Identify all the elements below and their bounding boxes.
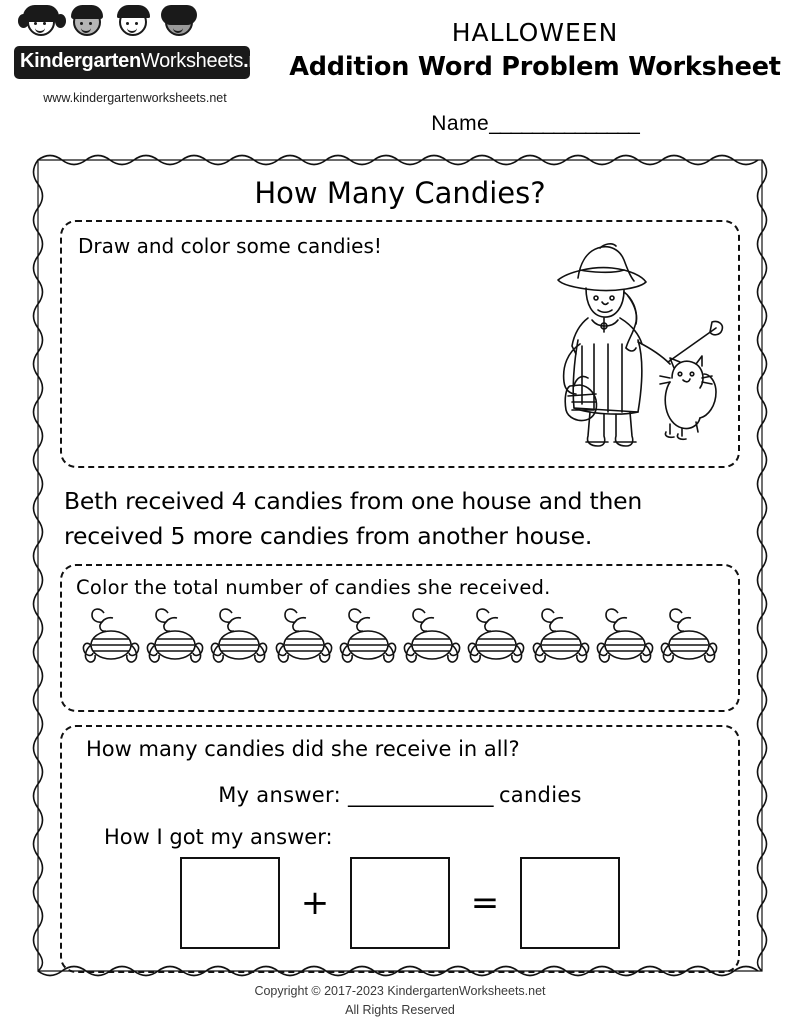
- candy-icon[interactable]: [401, 605, 463, 677]
- answer-area[interactable]: [60, 725, 740, 973]
- witch-with-cat-icon: [520, 236, 730, 456]
- kid-icon-3: [112, 6, 156, 46]
- my-answer-label: My answer:: [218, 782, 341, 807]
- candy-icon[interactable]: [208, 605, 270, 677]
- candy-row: [76, 605, 724, 677]
- question-text: How many candies did she receive in all?: [86, 736, 520, 761]
- worksheet-title: How Many Candies?: [254, 176, 546, 210]
- candy-icon[interactable]: [144, 605, 206, 677]
- logo-text-dotnet: .net: [243, 50, 278, 72]
- candy-icon[interactable]: [80, 605, 142, 677]
- page-header: [0, 0, 800, 150]
- logo-wordmark: [14, 46, 278, 79]
- addend-box-2[interactable]: [350, 857, 450, 949]
- worksheet-content: [52, 170, 748, 961]
- worksheet-frame: [30, 152, 770, 979]
- copyright-text: Copyright © 2017-2023 KindergartenWorksheets.net: [254, 984, 546, 998]
- word-problem-text: Beth received 4 candies from one house and then received 5 more candies from another house.: [64, 487, 643, 550]
- rights-text: All Rights Reserved: [345, 1002, 455, 1017]
- candy-icon[interactable]: [530, 605, 592, 677]
- kid-icon-1: [20, 6, 64, 46]
- equation-row: [80, 857, 720, 949]
- draw-instruction: Draw and color some candies!: [78, 234, 382, 258]
- name-input-blank[interactable]: ______________: [489, 112, 639, 135]
- sum-box[interactable]: [520, 857, 620, 949]
- logo-url: www.kindergartenworksheets.net: [43, 91, 227, 105]
- kid-icon-4: [158, 6, 202, 46]
- candy-icon[interactable]: [337, 605, 399, 677]
- my-answer-input-blank[interactable]: ________________: [347, 782, 492, 807]
- coloring-area[interactable]: [60, 564, 740, 712]
- kid-icon-2: [66, 6, 110, 46]
- name-field-row: [280, 112, 790, 136]
- candy-icon[interactable]: [594, 605, 656, 677]
- plus-icon: +: [300, 882, 330, 923]
- name-label: Name: [431, 112, 490, 135]
- my-answer-unit: candies: [498, 782, 582, 807]
- title-main: Addition Word Problem Worksheet: [289, 52, 781, 82]
- my-answer-row: [80, 783, 720, 807]
- title-theme: HALLOWEEN: [451, 18, 619, 47]
- addend-box-1[interactable]: [180, 857, 280, 949]
- color-instruction: Color the total number of candies she received.: [76, 575, 551, 599]
- equals-icon: =: [470, 882, 500, 923]
- logo-text-kindergarten: Kindergarten: [20, 50, 141, 72]
- drawing-area[interactable]: [60, 220, 740, 468]
- candy-icon[interactable]: [658, 605, 720, 677]
- candy-icon[interactable]: [465, 605, 527, 677]
- how-i-got-my-answer-label: How I got my answer:: [104, 824, 333, 849]
- site-logo[interactable]: [10, 8, 278, 105]
- worksheet-header-titles: [280, 18, 790, 136]
- logo-text-worksheets: Worksheets: [140, 50, 244, 72]
- kids-illustration-icon: [20, 8, 220, 46]
- candy-icon[interactable]: [273, 605, 335, 677]
- page-footer: [0, 982, 800, 1020]
